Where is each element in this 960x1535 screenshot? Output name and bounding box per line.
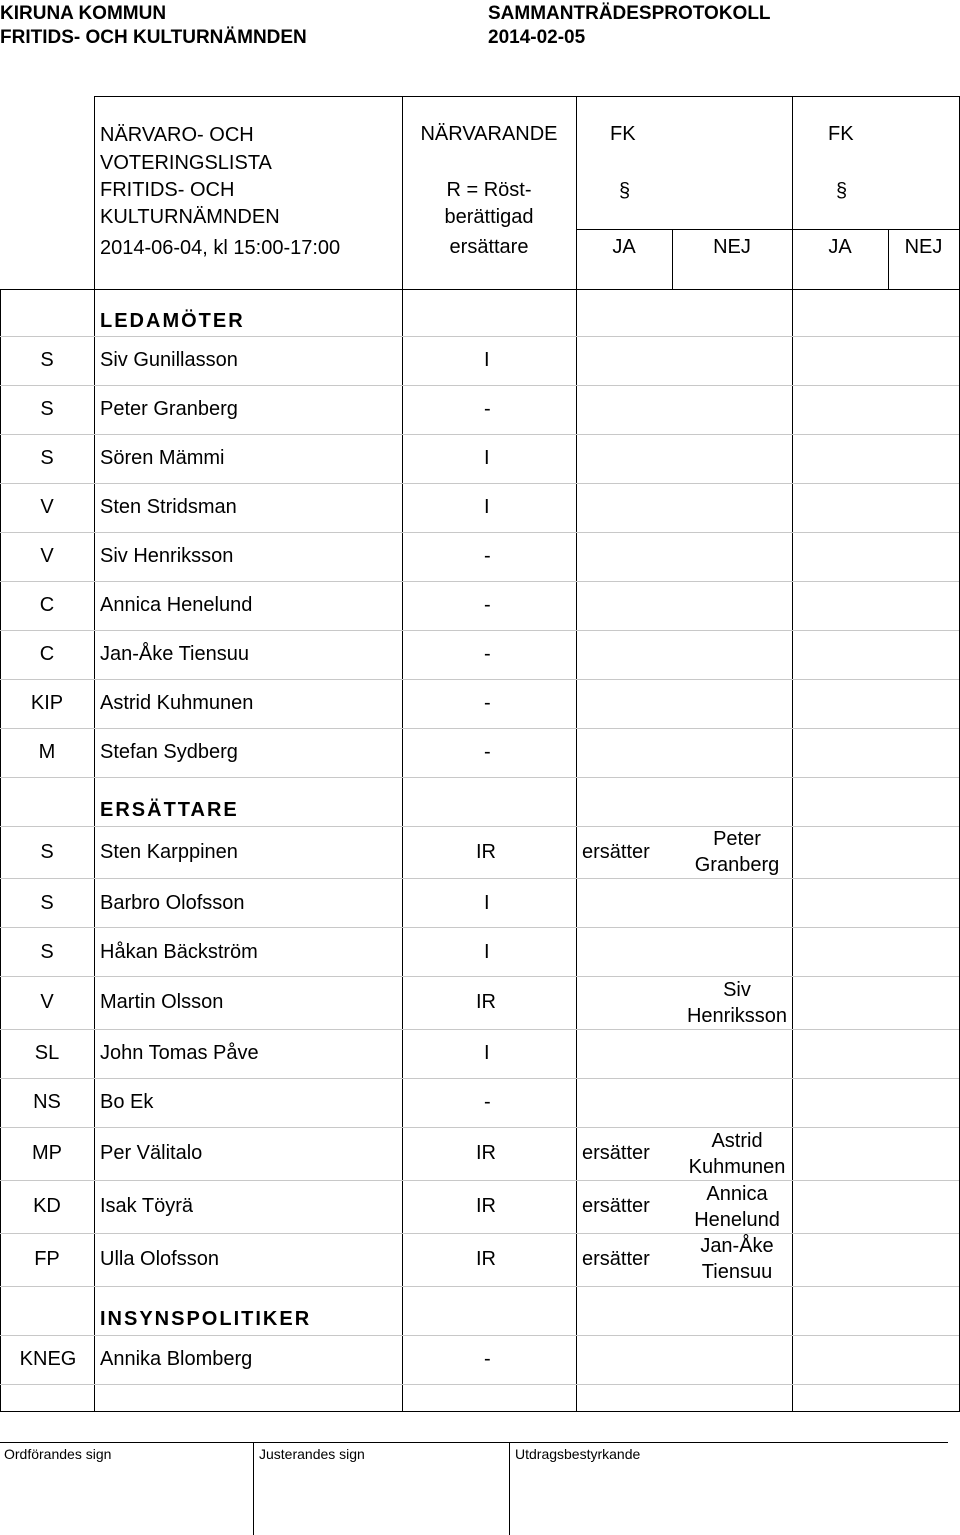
present-note-2: berättigad xyxy=(444,206,534,228)
substitute-role: ersätter xyxy=(582,841,650,863)
substitute-role: ersätter xyxy=(582,1195,650,1217)
vote2-ja: JA xyxy=(828,236,852,258)
member-presence: - xyxy=(484,545,491,567)
member-name: Peter Granberg xyxy=(100,398,238,420)
substitute-party: S xyxy=(40,941,54,963)
member-presence: I xyxy=(484,349,490,371)
replaced-member-2-first: Siv xyxy=(723,979,751,1001)
member-presence: - xyxy=(484,741,491,763)
member-name: Sören Mämmi xyxy=(100,447,225,469)
substitute-role: ersätter xyxy=(582,1142,650,1164)
replaced-member-4-first: Annica xyxy=(706,1183,768,1205)
replaced-member-3-first: Astrid xyxy=(711,1130,763,1152)
replaced-member-5-first: Jan-Åke xyxy=(700,1235,774,1257)
substitute-presence: IR xyxy=(476,1195,496,1217)
substitute-name: Sten Karppinen xyxy=(100,841,238,863)
substitute-party: V xyxy=(40,991,54,1013)
chair-signature-label: Ordförandes sign xyxy=(4,1446,112,1462)
substitute-name: Isak Töyrä xyxy=(100,1195,193,1217)
member-name: Astrid Kuhmunen xyxy=(100,692,254,714)
member-presence: - xyxy=(484,398,491,420)
replaced-member-3-last: Kuhmunen xyxy=(688,1156,786,1178)
replaced-member-1-last: Granberg xyxy=(694,854,780,876)
substitute-presence: IR xyxy=(476,991,496,1013)
doc-type: SAMMANTRÄDESPROTOKOLL xyxy=(488,3,771,24)
footer-divider xyxy=(253,1442,254,1535)
substitute-name: Per Välitalo xyxy=(100,1142,203,1164)
list-title-line1: NÄRVARO- OCH xyxy=(100,124,254,146)
observer-presence: - xyxy=(484,1348,491,1370)
replaced-member-2-last: Henriksson xyxy=(686,1005,788,1027)
member-presence: I xyxy=(484,447,490,469)
member-name: Annica Henelund xyxy=(100,594,253,616)
present-header: NÄRVARANDE xyxy=(420,123,558,145)
substitute-party: S xyxy=(40,892,54,914)
replaced-member-4-last: Henelund xyxy=(694,1209,780,1231)
substitute-presence: I xyxy=(484,1042,490,1064)
substitute-presence: IR xyxy=(476,1142,496,1164)
extract-certification-label: Utdragsbestyrkande xyxy=(515,1446,641,1462)
substitute-presence: IR xyxy=(476,841,496,863)
member-presence: - xyxy=(484,643,491,665)
list-title-line4: KULTURNÄMNDEN xyxy=(100,206,280,228)
dept-name: FRITIDS- OCH KULTURNÄMNDEN xyxy=(0,27,307,48)
member-party: S xyxy=(40,349,54,371)
member-party: V xyxy=(40,496,54,518)
member-party: S xyxy=(40,398,54,420)
vote1-nej: NEJ xyxy=(713,236,751,258)
substitute-presence: I xyxy=(484,892,490,914)
substitute-name: Barbro Olofsson xyxy=(100,892,245,914)
replaced-member-2 xyxy=(672,977,802,1029)
substitute-party: MP xyxy=(32,1142,62,1164)
substitute-name: Ulla Olofsson xyxy=(100,1248,219,1270)
substitute-party: NS xyxy=(33,1091,61,1113)
member-name: Siv Henriksson xyxy=(100,545,234,567)
section-substitutes: ERSÄTTARE xyxy=(100,799,239,821)
observer-party: KNEG xyxy=(19,1348,77,1370)
substitute-party: SL xyxy=(34,1042,60,1064)
substitute-role: ersätter xyxy=(582,1248,650,1270)
substitute-presence: - xyxy=(484,1091,491,1113)
vote2-nej: NEJ xyxy=(904,236,943,258)
member-party: S xyxy=(40,447,54,469)
substitute-presence: IR xyxy=(476,1248,496,1270)
substitute-name: Håkan Bäckström xyxy=(100,941,258,963)
adjuster-signature-label: Justerandes sign xyxy=(259,1446,365,1462)
page-header-right xyxy=(488,2,771,50)
footer-divider xyxy=(509,1442,510,1535)
member-name: Jan-Åke Tiensuu xyxy=(100,643,249,665)
substitute-party: FP xyxy=(34,1248,60,1270)
section-members: LEDAMÖTER xyxy=(100,310,245,332)
vote2-label: FK xyxy=(828,123,854,145)
substitute-name: Bo Ek xyxy=(100,1091,154,1113)
vote1-label: FK xyxy=(610,123,636,145)
vote1-paragraph: § xyxy=(619,180,631,202)
replaced-member-1 xyxy=(672,826,802,878)
member-name: Sten Stridsman xyxy=(100,496,237,518)
member-presence: I xyxy=(484,496,490,518)
vote1-ja: JA xyxy=(612,236,636,258)
replaced-member-3 xyxy=(672,1128,802,1180)
member-party: V xyxy=(40,545,54,567)
member-presence: - xyxy=(484,692,491,714)
org-name: KIRUNA KOMMUN xyxy=(0,3,167,24)
footer-rule xyxy=(0,1442,948,1443)
member-presence: - xyxy=(484,594,491,616)
list-title-line3: FRITIDS- OCH xyxy=(100,179,235,201)
member-party: KIP xyxy=(30,692,64,714)
substitute-party: KD xyxy=(33,1195,61,1217)
member-name: Siv Gunillasson xyxy=(100,349,238,371)
member-name: Stefan Sydberg xyxy=(100,741,238,763)
replaced-member-1-first: Peter xyxy=(713,828,761,850)
substitute-name: John Tomas Påve xyxy=(100,1042,259,1064)
substitute-party: S xyxy=(40,841,54,863)
list-title-date: 2014-06-04, kl 15:00-17:00 xyxy=(100,237,341,259)
vote2-paragraph: § xyxy=(836,180,848,202)
member-party: M xyxy=(38,741,56,763)
member-party: C xyxy=(39,594,55,616)
replaced-member-4 xyxy=(672,1181,802,1233)
member-party: C xyxy=(39,643,55,665)
present-note-3: ersättare xyxy=(449,236,529,258)
doc-date: 2014-02-05 xyxy=(488,27,586,48)
replaced-member-5-last: Tiensuu xyxy=(701,1261,773,1283)
substitute-presence: I xyxy=(484,941,490,963)
observer-name: Annika Blomberg xyxy=(100,1348,253,1370)
substitute-name: Martin Olsson xyxy=(100,991,224,1013)
present-note-1: R = Röst- xyxy=(446,179,532,201)
section-observers: INSYNSPOLITIKER xyxy=(100,1308,312,1330)
page-header-left xyxy=(0,2,307,50)
list-title-line2: VOTERINGSLISTA xyxy=(100,152,272,174)
replaced-member-5 xyxy=(672,1233,802,1285)
